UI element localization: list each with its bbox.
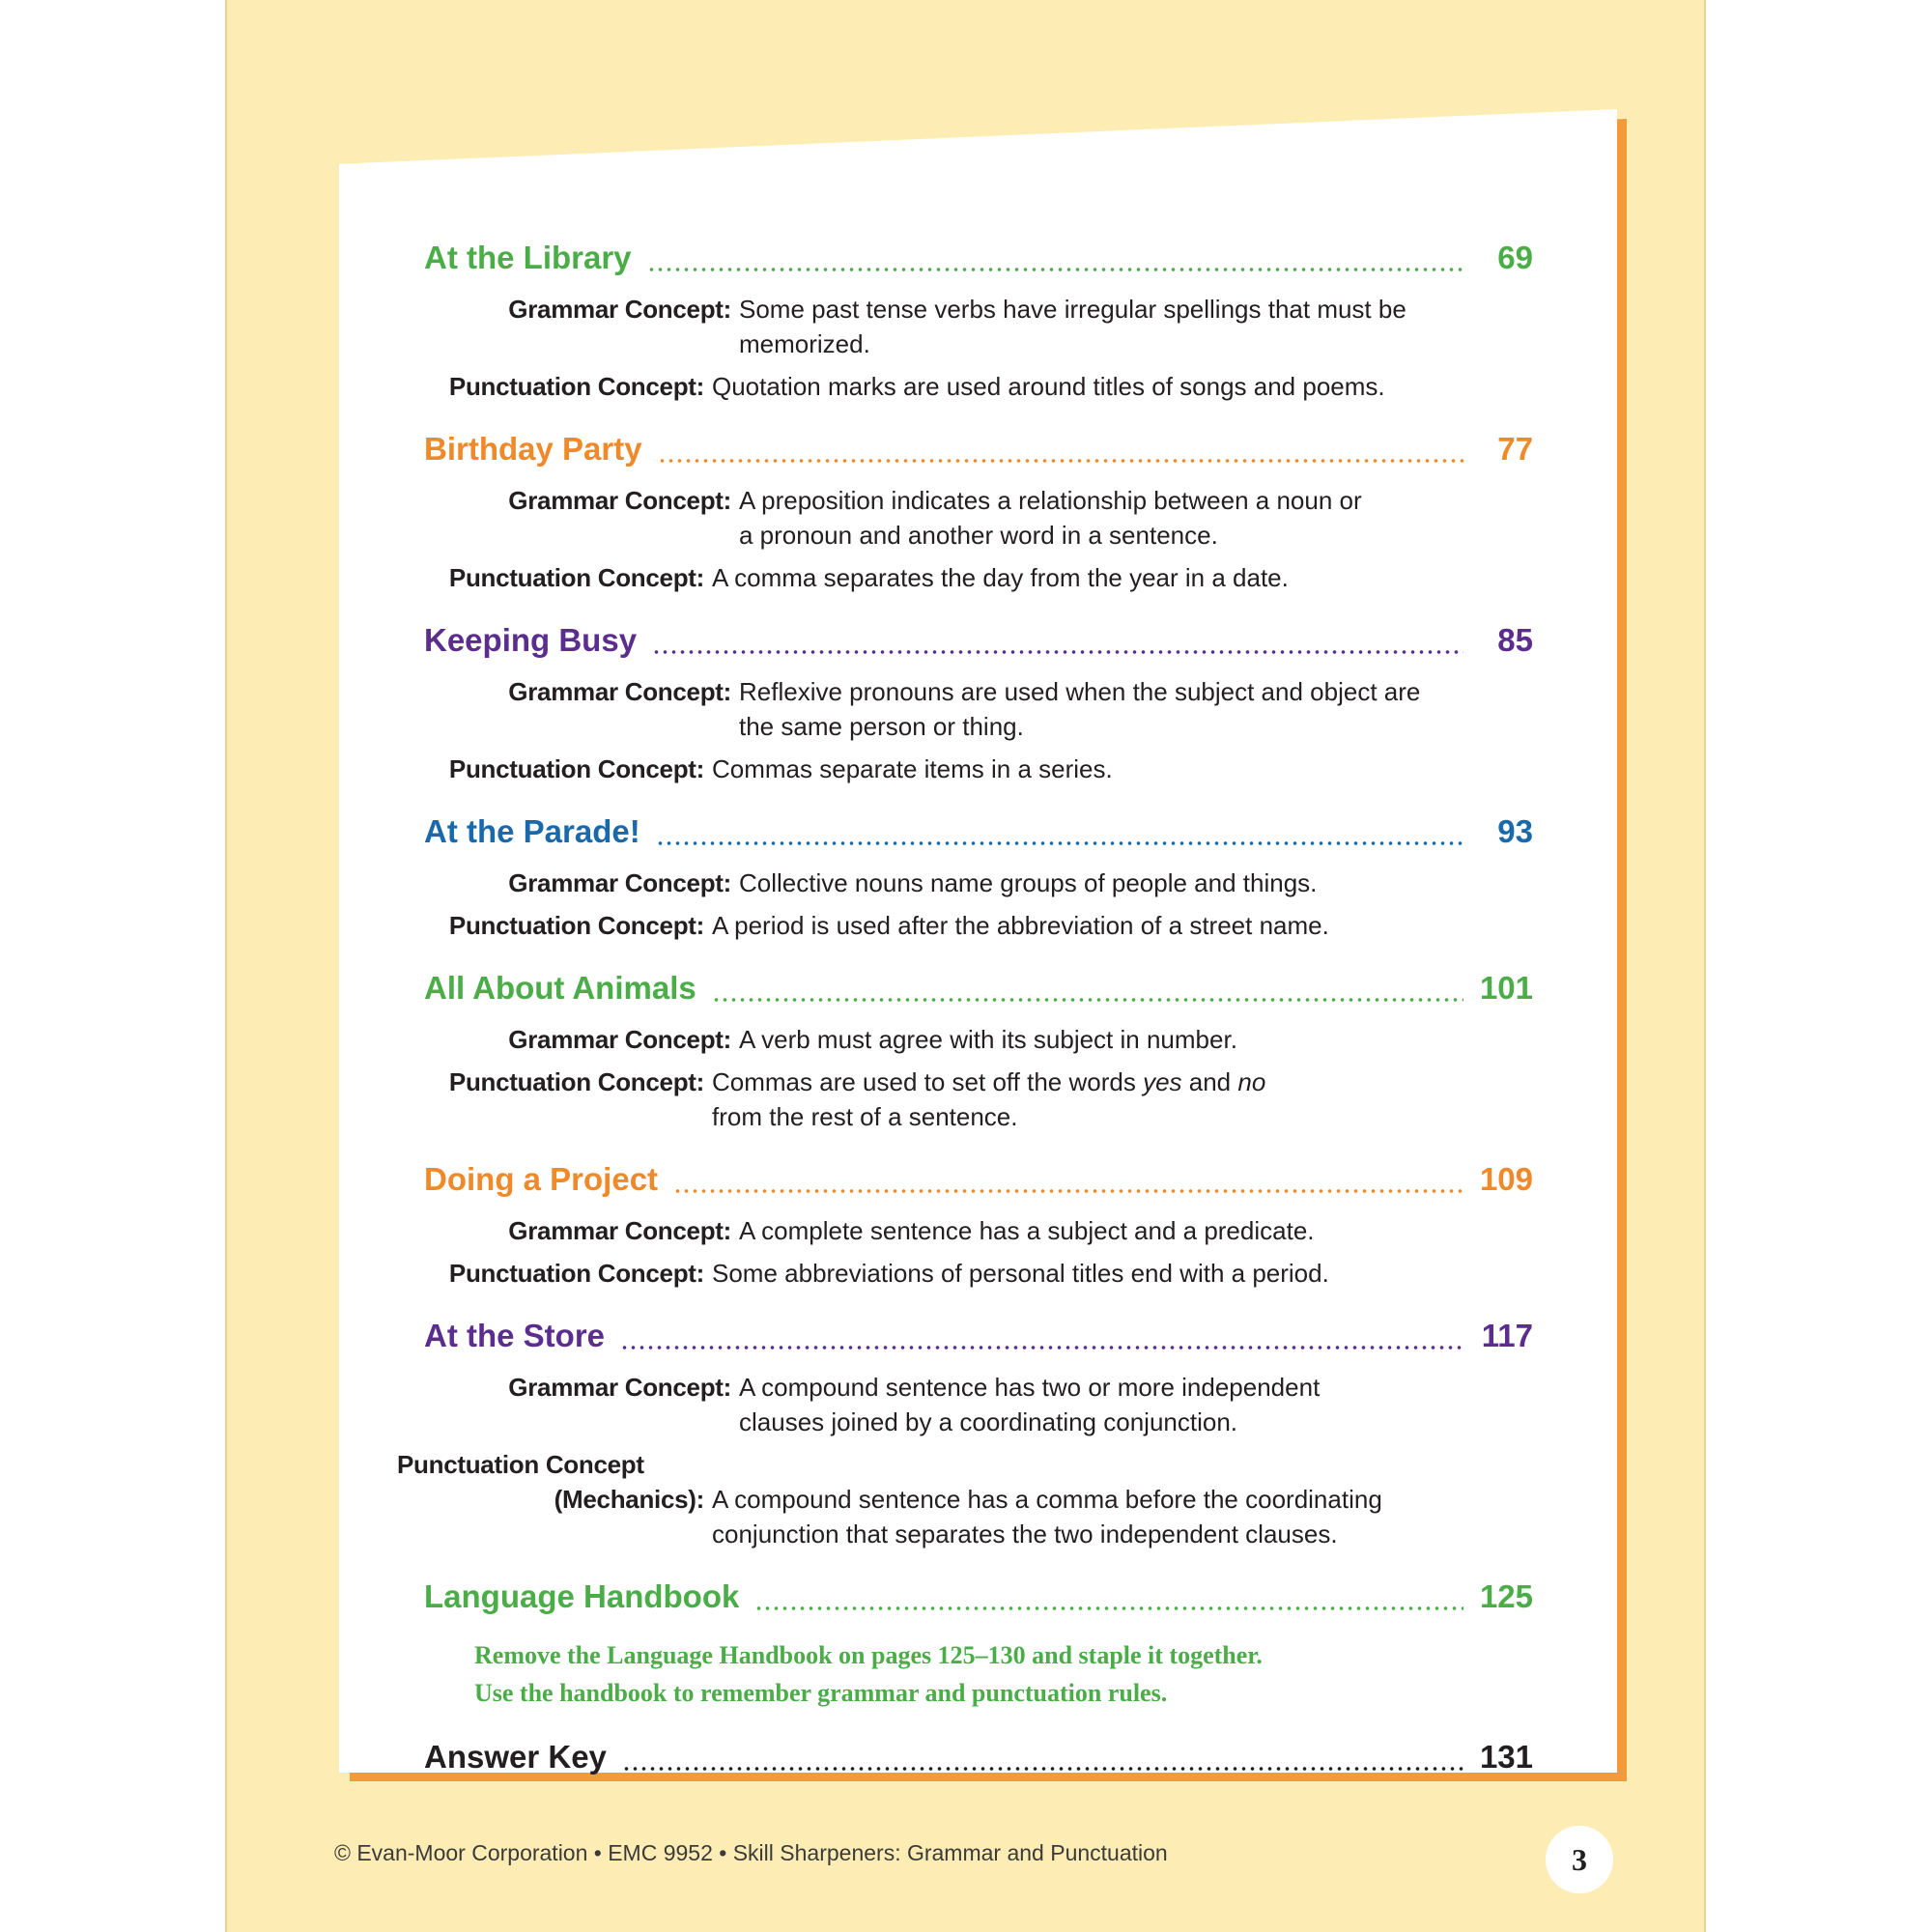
dot-leader (754, 1605, 1463, 1611)
toc-entry-page: 131 (1479, 1739, 1533, 1775)
grammar-concept-label: Grammar Concept: (508, 295, 731, 324)
handbook-note (474, 1636, 1533, 1712)
punctuation-concept (397, 1447, 1533, 1551)
grammar-concept (424, 866, 1533, 900)
toc-entry-heading[interactable] (424, 622, 1533, 667)
grammar-concept-text: A preposition indicates a relationship between a noun or a pronoun and another word in a sentence. (739, 486, 1362, 550)
toc-entry-page: 93 (1497, 813, 1533, 849)
punctuation-concept (397, 908, 1533, 943)
toc-entry (424, 970, 1533, 1134)
toc-entry-title: Answer Key (424, 1739, 607, 1775)
toc-entry-title: Birthday Party (424, 431, 642, 467)
toc-entry (424, 1161, 1533, 1291)
grammar-concept-label: Grammar Concept: (508, 486, 731, 515)
italic-word: no (1237, 1067, 1266, 1096)
toc-entry-page: 85 (1497, 622, 1533, 658)
toc-entry-heading[interactable] (424, 1739, 1533, 1783)
punctuation-concept (397, 1065, 1533, 1134)
punctuation-label-line1: Punctuation Concept (397, 1450, 644, 1479)
toc-entry-page: 69 (1497, 240, 1533, 275)
punctuation-concept-label (397, 1447, 704, 1551)
grammar-concept (424, 674, 1533, 744)
grammar-concept (424, 483, 1533, 553)
text-fragment: Commas are used to set off the words (712, 1067, 1144, 1096)
toc-entry (424, 813, 1533, 943)
toc-entry (424, 1739, 1533, 1783)
toc-entry-page: 77 (1497, 431, 1533, 467)
punctuation-concept-label: Punctuation Concept: (448, 563, 704, 592)
punctuation-concept-label: Punctuation Concept: (448, 911, 704, 940)
text-fragment: and (1181, 1067, 1238, 1096)
grammar-concept-text: A compound sentence has two or more independent clauses joined by a coordinating conjunction. (739, 1373, 1321, 1436)
grammar-concept-text: A verb must agree with its subject in number. (739, 1025, 1237, 1054)
text-fragment: from the rest of a sentence. (712, 1102, 1018, 1131)
italic-word: yes (1143, 1067, 1182, 1096)
punctuation-concept-text (704, 1065, 1292, 1134)
toc-entry (424, 622, 1533, 786)
dot-leader (656, 840, 1463, 846)
grammar-concept-label: Grammar Concept: (508, 1373, 731, 1402)
punctuation-concept (397, 1256, 1533, 1291)
punctuation-concept (397, 369, 1533, 404)
toc-entry (424, 240, 1533, 404)
punctuation-concept-text: A period is used after the abbreviation of a street name. (712, 911, 1329, 940)
dot-leader (673, 1188, 1463, 1194)
toc-entry-heading[interactable] (424, 240, 1533, 284)
punctuation-concept-text: Some abbreviations of personal titles end with a period. (712, 1259, 1329, 1288)
handbook-note-line: Use the handbook to remember grammar and punctuation rules. (474, 1679, 1168, 1707)
dot-leader (647, 267, 1463, 272)
grammar-concept-label: Grammar Concept: (508, 868, 731, 897)
grammar-concept (424, 292, 1533, 361)
page-number: 3 (1546, 1826, 1613, 1893)
dot-leader (620, 1345, 1463, 1350)
toc-entry-page: 125 (1479, 1578, 1533, 1614)
punctuation-concept-label: Punctuation Concept: (448, 372, 704, 401)
table-of-contents (397, 240, 1533, 1810)
grammar-concept (424, 1022, 1533, 1057)
dot-leader (658, 458, 1463, 464)
handbook-note-line: Remove the Language Handbook on pages 125–130 and staple it together. (474, 1641, 1263, 1669)
toc-entry (424, 431, 1533, 595)
toc-entry-page: 117 (1481, 1318, 1533, 1353)
toc-entry-heading[interactable] (424, 1318, 1533, 1362)
toc-entry-heading[interactable] (424, 813, 1533, 858)
punctuation-concept-label: Punctuation Concept: (448, 754, 704, 783)
punctuation-concept-text: Commas separate items in a series. (712, 754, 1113, 783)
toc-entry-title: At the Store (424, 1318, 606, 1353)
dot-leader (712, 997, 1463, 1003)
toc-entry-heading[interactable] (424, 970, 1533, 1014)
punctuation-concept-label: Punctuation Concept: (448, 1067, 704, 1096)
toc-entry-title: Keeping Busy (424, 622, 638, 658)
toc-entry (397, 1318, 1533, 1551)
grammar-concept (424, 1370, 1533, 1439)
toc-entry-page: 101 (1479, 970, 1533, 1006)
grammar-concept-text: Reflexive pronouns are used when the subject and object are the same person or thing. (739, 677, 1421, 741)
toc-entry-title: Doing a Project (424, 1161, 659, 1197)
toc-entry (424, 1578, 1533, 1712)
grammar-concept-text: Some past tense verbs have irregular spellings that must be memorized. (739, 295, 1406, 358)
punctuation-concept-text: A compound sentence has a comma before the coordinating conjunction that separates the two independent clauses. (712, 1485, 1382, 1548)
punctuation-concept (397, 560, 1533, 595)
punctuation-concept-label: Punctuation Concept: (448, 1259, 704, 1288)
grammar-concept-label: Grammar Concept: (508, 1216, 731, 1245)
punctuation-label-line2: (Mechanics): (554, 1485, 704, 1514)
toc-entry-title: At the Parade! (424, 813, 640, 849)
toc-entry-title: Language Handbook (424, 1578, 740, 1614)
toc-entry-heading[interactable] (424, 1161, 1533, 1206)
grammar-concept-text: A complete sentence has a subject and a predicate. (739, 1216, 1315, 1245)
toc-entry-heading[interactable] (424, 1578, 1533, 1623)
punctuation-concept-text: A comma separates the day from the year in a date. (712, 563, 1289, 592)
dot-leader (652, 649, 1463, 655)
punctuation-concept-text: Quotation marks are used around titles of songs and poems. (712, 372, 1385, 401)
grammar-concept-label: Grammar Concept: (508, 677, 731, 706)
grammar-concept (424, 1213, 1533, 1248)
punctuation-concept (397, 752, 1533, 786)
toc-entry-page: 109 (1479, 1161, 1533, 1197)
toc-entry-title: At the Library (424, 240, 632, 275)
grammar-concept-text: Collective nouns name groups of people and things. (739, 868, 1318, 897)
toc-entry-title: All About Animals (424, 970, 696, 1006)
toc-entry-heading[interactable] (424, 431, 1533, 475)
grammar-concept-label: Grammar Concept: (508, 1025, 731, 1054)
dot-leader (622, 1766, 1463, 1772)
footer-credit: © Evan-Moor Corporation • EMC 9952 • Skill Sharpeners: Grammar and Punctuation (334, 1840, 1168, 1865)
